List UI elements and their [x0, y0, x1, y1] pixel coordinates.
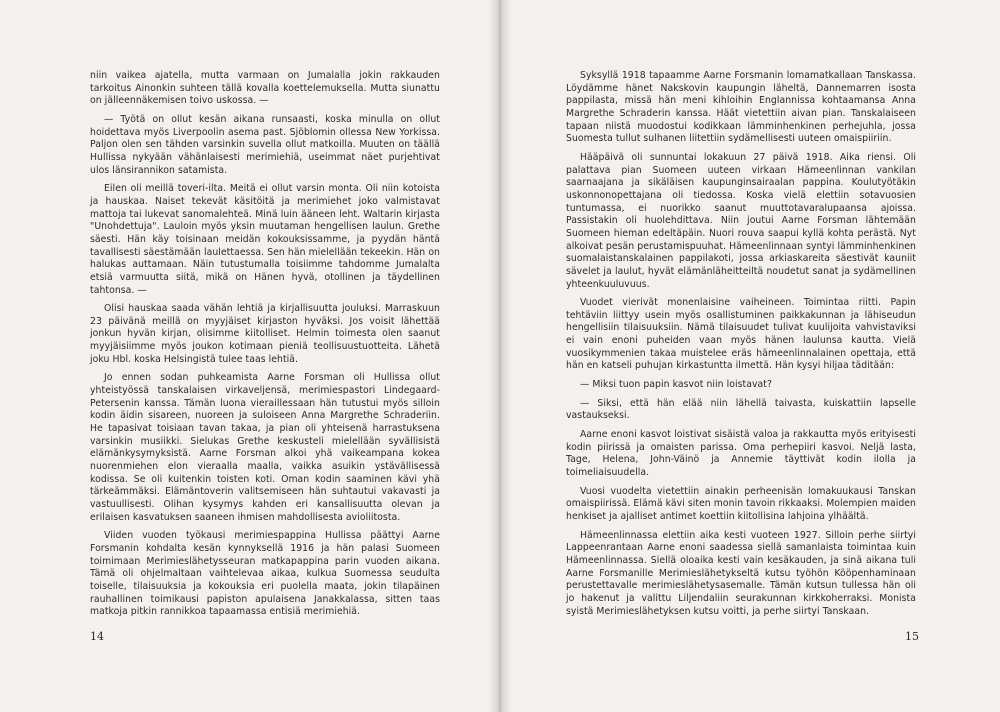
- paragraph: Viiden vuoden työkausi merimiespappina Hullissa päättyi Aarne Forsmanin kohdalta kesän kynnyksellä 1916 ja hän palasi Suomeen toimimaan Merimieslähetysseuran matkapappina parin vuoden aikana. Tämä oli ohjelmaltaan vaihtelevaa aikaa, kulkua Suomessa seudulta toiselle, tilaisuuksia ja kokouksia eri puolella maata, jokin tilapäinen rauhallinen toimikausi papiston apulaisena Janakkalassa, sitten taas matkoja pitkin rannikkoa tapaamassa entisiä merimiehiä.: [90, 530, 440, 618]
- paragraph: Hääpäivä oli sunnuntai lokakuun 27 päivä 1918. Aika riensi. Oli palattava pian Suomeen uuteen virkaan Hämeenlinnan vankilan saarnaajana ja sikäläisen kaupunginsairaalan pappina. Koulutyötäkin uskonnonopettajana oli tiedossa. Koska vielä elettiin sotavuosien tuntumassa, ei nuorikko saanut muuttotavaralupaansa ajoissa. Passistakin oli huolehdittava. Niin joutui Aarne Forsman lähtemään Suomeen hieman edeltäpäin. Nuori rouva saapui kyllä kohta perästä. Nyt alkoivat pesän perustamispuuhat. Hämeenlinnaan syntyi lämminhenkinen suomalaistanskalainen pappilakoti, jossa arkiaskareita säestivät kauniit sävelet ja laulut, hyvät elämänläheitteiltä noudetut sanat ja sydämellinen yhteenkuuluvuus.: [566, 151, 916, 290]
- paragraph: Aarne enoni kasvot loistivat sisäistä valoa ja rakkautta myös erityisesti kodin piirissä ja omaisten parissa. Oma perhepiiri kasvoi. Neljä lasta, Tage, Helena, John-Väinö ja Annemie täyttivät kodin ilolla ja toimeliaisuudella.: [566, 429, 916, 479]
- paragraph: niin vaikea ajatella, mutta varmaan on Jumalalla jokin rakkauden tarkoitus Ainonkin suhteen tällä kovalla koettelemuksella. Mutta siunattu on jälleennäkemisen toivo uskossa. —: [90, 70, 440, 107]
- paragraph: Eilen oli meillä toveri-ilta. Meitä ei ollut varsin monta. Oli niin kotoista ja hauskaa. Naiset tekevät käsitöitä ja merimiehet joko valmistavat mattoja tai lukevat sanomalehteä. Minä luin ääneen leht. Waltarin kirjasta "Unohdettuja". Lauloin myös yksin muutaman hengellisen laulun. Grethe säesti. Hän käy toisinaan meidän kokouksissamme, ja pyydän häntä tavallisesti säestämään laulettaessa. Sen hän mielellään tekeekin. Hän on halukas auttamaan. Näin tutustumalla toisiimme tahdomme Jumalalta etsiä varmuutta siitä, mikä on Hänen hyvä, otollinen ja täydellinen tahtonsa. —: [90, 183, 440, 296]
- paragraph: Syksyllä 1918 tapaamme Aarne Forsmanin lomamatkallaan Tanskassa. Löydämme hänet Nakskovin kaupungin läheltä, Dannemarren isosta pappilasta, missä hän meni kihloihin Englannissa kohtaamansa Anna Margrethe Schraderin kanssa. Häät vietettiin aivan pian. Tanskalaiseen tapaan niistä muodostui kodikkaan lämminhenkinen perhejuhla, jossa Suomesta tullut sulhanen liitettiin sydämellisesti uuteen omaispiiriin.: [566, 70, 916, 145]
- book-gutter: [488, 0, 512, 712]
- paragraph: Vuosi vuodelta vietettiin ainakin perheenisän lomakuukausi Tanskan omaispiirissä. Elämä kävi siten monin tavoin rikkaaksi. Molempien maiden henkiset ja ajalliset antimet koettiin kiitollisina lahjoina ylhäältä.: [566, 485, 916, 522]
- paragraph: — Miksi tuon papin kasvot niin loistavat?: [580, 379, 772, 391]
- paragraph: Olisi hauskaa saada vähän lehtiä ja kirjallisuutta jouluksi. Marraskuun 23 päivänä meillä on myyjäiset kirjaston hyväksi. Jos voisit lähettää jonkun hyvän kirjan, olisimme kiitolliset. Helmin toimesta olen saanut myyjäisiimme myös joukon kotimaan pieniä teollisuustuotteita. Lähetä joku Hbl. koska Helsingistä tulee taas lehtiä.: [90, 303, 440, 365]
- paragraph: Vuodet vierivät monenlaisine vaiheineen. Toimintaa riitti. Papin tehtäviin liittyy usein myös osallistuminen paikkakunnan ja lähiseudun hengellisiin tilaisuuksiin. Nämä tilaisuudet tulivat kuulijoita vahvistaviksi ei vain enoni puheiden vaan myös hänen laulunsa kautta. Vielä vuosikymmenien takaa muistelee eräs hämeenlinnalainen opettaja, että hän en katseli puhujan kirkastuntta ilmettä. Hän kysyi hiljaa täditään:: [566, 297, 916, 372]
- page-number-right: 15: [905, 630, 919, 643]
- paragraph: Jo ennen sodan puhkeamista Aarne Forsman oli Hullissa ollut yhteistyössä tanskalaisen virkaveljensä, merimiespastori Lindegaard-Petersenin kanssa. Tämän luona vieraillessaan hän tutustui myös silloin kodin äidin sisareen, nuoreen ja suloiseen Anna Margrethe Schraderiin. He tapasivat toisiaan tavan takaa, ja pian oli yhteisenä harrastuksena varsinkin musiikki. Sielukas Grethe keskusteli mielellään syvällisistä elämänkysymyksistä. Aarne Forsman alkoi yhä vaikeampana kokea nuorenmiehen elon vieraalla maalla, vaikka asuikin ystävällisessä kodissa. Se oli kuitenkin toisten koti. Oman kodin saaminen kävi yhä tärkeämmäksi. Elämäntoverin valitsemiseen hän suhtautui vakavasti ja vastuullisesti. Olihan kysymys kahden eri kansallisuutta olevan ja erilaisen kasvatuksen saaneen ihmisen mahdollisesta avioliitosta.: [90, 372, 440, 523]
- right-page-text: [566, 70, 916, 624]
- left-page-text: [90, 70, 440, 625]
- right-page: [500, 0, 1000, 712]
- page-number-left: 14: [90, 630, 104, 643]
- paragraph: — Työtä on ollut kesän aikana runsaasti, koska minulla on ollut hoidettava myös Liverpoolin asema past. Sjöblomin ollessa New Yorkissa. Paljon olen sen tähden varsinkin suvella ollut matkoilla. Muuten on täällä Hullissa nykyään vähänlaisesti merimiehiä, useimmat näet purjehtivat ulos länsirannikon satamista.: [90, 113, 440, 176]
- paragraph: Hämeenlinnassa elettiin aika kesti vuoteen 1927. Silloin perhe siirtyi Lappeenrantaan Aarne enoni saadessa siellä samanlaista toimintaa kuin Hämeenlinnassa. Siellä oloaika kesti vain kesäkauden, ja sinä aikana tuli Aarne Forsmanille Merimieslähetykseltä kutsu työhön Kööpenhaminaan perustettavalle merimieslähetysasemalle. Tämän kutsun tullessa hän oli jo hakenut ja valittu Liljendaliin seurakunnan kirkkoherraksi. Monista syistä Merimieslähetyksen kutsu voitti, ja perhe siirtyi Tanskaan.: [566, 529, 916, 617]
- paragraph: — Siksi, että hän elää niin lähellä taivasta, kuiskattiin lapselle vastaukseksi.: [566, 397, 916, 422]
